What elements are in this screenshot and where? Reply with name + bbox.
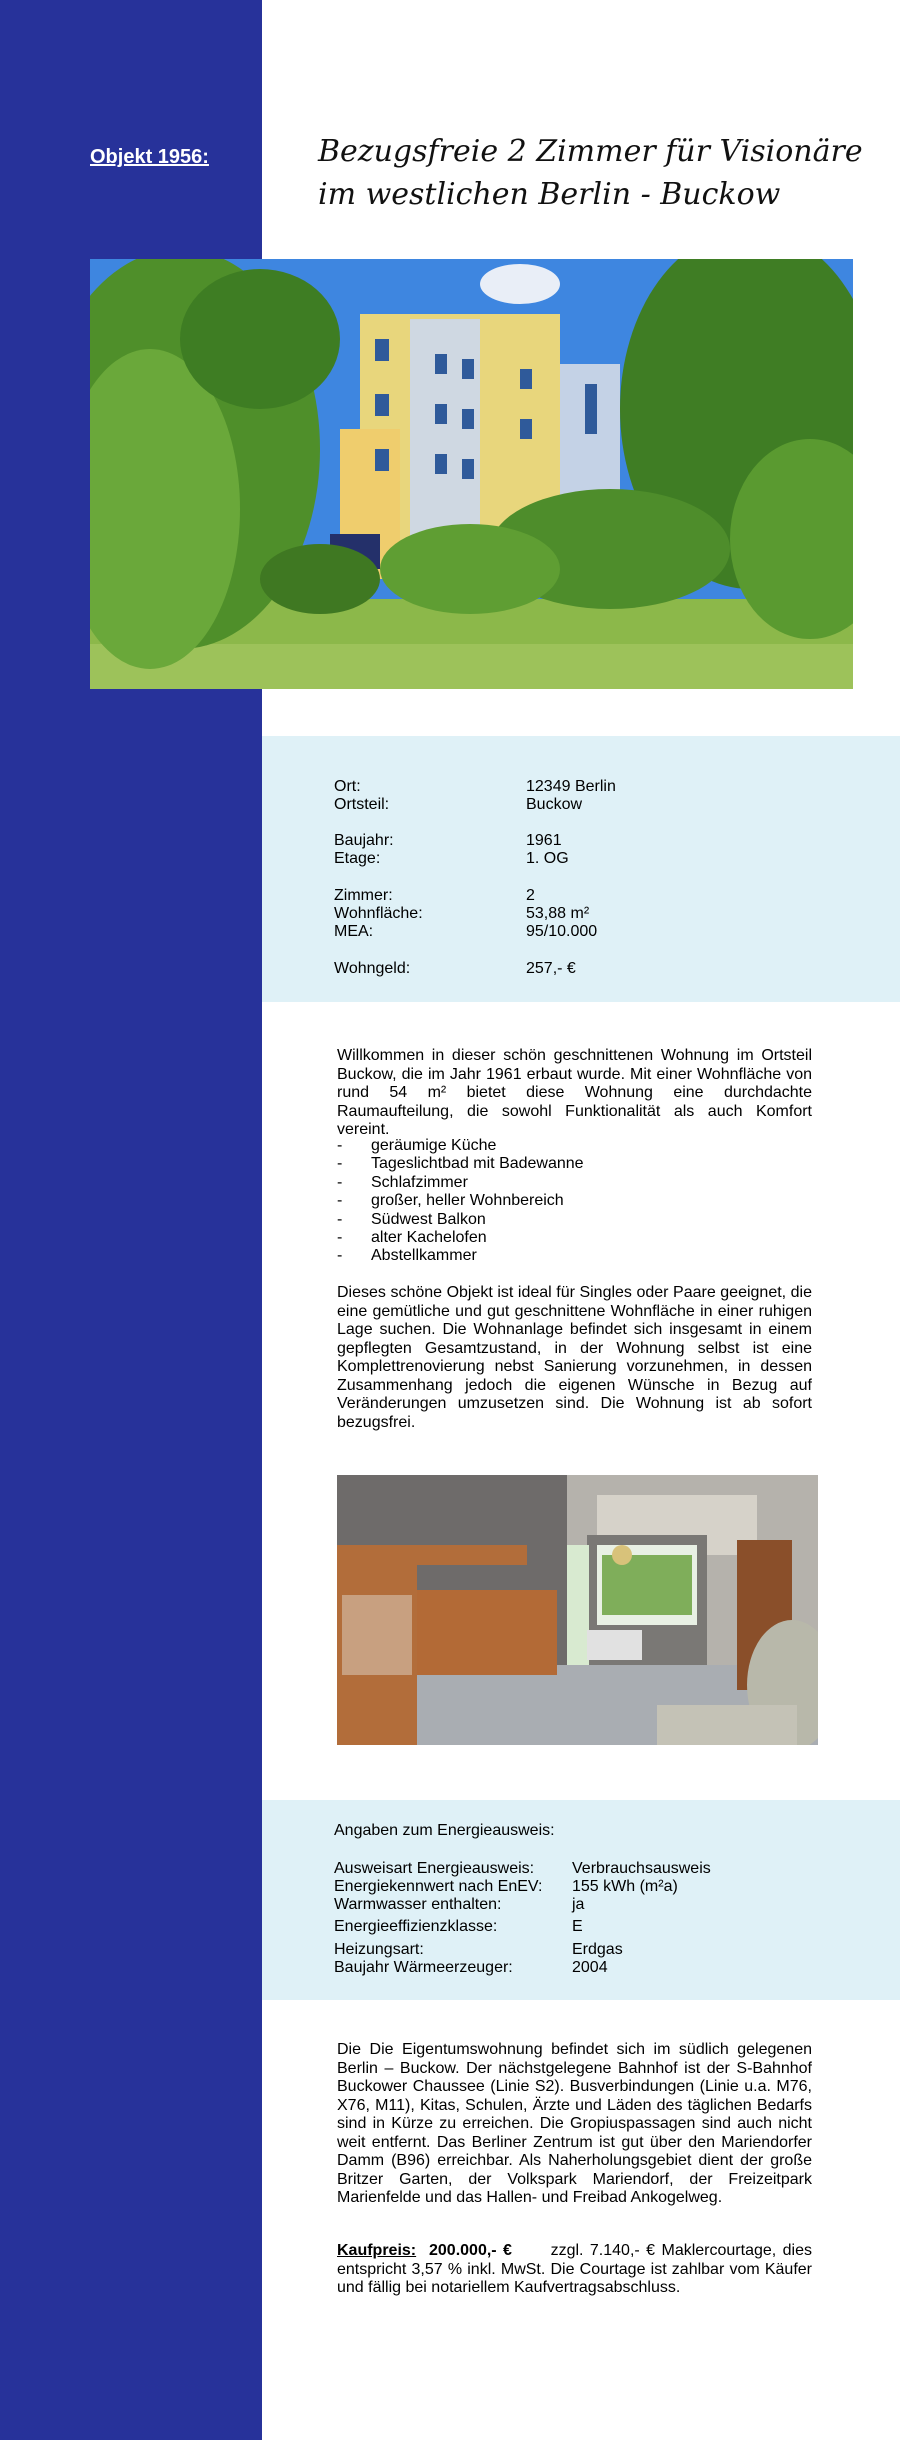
energy-value: 2004: [572, 1959, 608, 1976]
energy-heading: Angaben zum Energieausweis:: [334, 1822, 555, 1839]
feature-label: alter Kachelofen: [371, 1229, 487, 1247]
list-item: [337, 1137, 584, 1155]
price-value: 200.000,- €: [429, 2242, 512, 2259]
energy-value: 155 kWh (m²a): [572, 1878, 678, 1895]
energy-key: Energieeffizienzklasse:: [334, 1918, 498, 1935]
price-note: zzgl. 7.140,- € Maklercourtage, dies entspricht 3,57 % inkl. MwSt. Die Courtage ist zahlbar vom Käufer und fällig bei notariellem Kaufvertragsabschluss.: [337, 2242, 813, 2296]
fact-value: 1961: [526, 832, 562, 849]
fact-value: 12349 Berlin: [526, 778, 616, 795]
fact-value: 53,88 m²: [526, 905, 590, 922]
feature-label: geräumige Küche: [371, 1137, 497, 1154]
intro-paragraph: Willkommen in dieser schön geschnittenen Wohnung im Ortsteil Buckow, die im Jahr 1961 erbaut wurde. Mit einer Wohnfläche von rund 54 m² bietet diese Wohnung eine durchdachte Raumaufteilung, die sowohl Funktionalität als auch Komfort vereint.: [337, 1047, 812, 1138]
location-paragraph: Die Die Eigentumswohnung befindet sich im südlich gelegenen Berlin – Buckow. Der nächstgelegene Bahnhof ist der S-Bahnhof Buckower Chaussee (Linie S2). Busverbindungen (Linie u.a. M76, X76, M11), Kitas, Schulen, Ärzte und Läden des täglichen Bedarfs sind in Kürze zu erreichen. Die Gropiuspassagen sind auch nicht weit entfernt. Das Berliner Zentrum ist gut über den Mariendorfer Damm (B96) erreichbar. Als Naherholungsgebiet dient der große Britzer Garten, der Volkspark Mariendorf, der Freizeitpark Marienfelde und das Hallen- und Freibad Ankogelweg.: [337, 2041, 812, 2206]
fact-key: Ort:: [334, 778, 361, 795]
fact-value: 257,- €: [526, 960, 576, 977]
fact-key: Ortsteil:: [334, 796, 390, 813]
energy-key: Baujahr Wärmeerzeuger:: [334, 1959, 513, 1976]
feature-label: Südwest Balkon: [371, 1210, 486, 1228]
price-label: Kaufpreis:: [337, 2242, 417, 2259]
energy-key: Energiekennwert nach EnEV:: [334, 1878, 543, 1895]
energy-key: Ausweisart Energieausweis:: [334, 1860, 535, 1877]
fact-key: Zimmer:: [334, 887, 393, 904]
feature-label: großer, heller Wohnbereich: [371, 1192, 564, 1210]
bullet-dash: -: [337, 1192, 343, 1210]
bullet-dash: -: [337, 1247, 343, 1265]
feature-list: [337, 1137, 584, 1266]
bullet-dash: -: [337, 1137, 343, 1154]
bullet-dash: -: [337, 1173, 343, 1191]
bullet-dash: -: [337, 1229, 343, 1247]
fact-key: Baujahr:: [334, 832, 394, 849]
fact-value: 2: [526, 887, 535, 904]
list-item: [337, 1155, 584, 1173]
headline-line-1: Bezugsfreie 2 Zimmer für Visionäre: [318, 134, 863, 169]
energy-value: Erdgas: [572, 1941, 623, 1958]
energy-key: Warmwasser enthalten:: [334, 1896, 502, 1913]
feature-label: Tageslichtbad mit Badewanne: [371, 1155, 584, 1173]
object-number-label: Objekt 1956:: [90, 146, 209, 168]
list-item: [337, 1174, 584, 1192]
headline-line-2: im westlichen Berlin - Buckow: [318, 177, 781, 212]
list-item: [337, 1247, 584, 1265]
description-paragraph: Dieses schöne Objekt ist ideal für Singles oder Paare geeignet, die eine gemütliche und gut geschnittene Wohnfläche in einer ruhigen Lage suchen. Die Wohnanlage befindet sich insgesamt in einem gepflegten Gesamtzustand, in der Wohnung selbst ist eine Komplettrenovierung nebst Sanierung vorzunehmen, in dessen Zusammenhang jedoch die eigenen Wünsche in Bezug auf Veränderungen umzusetzen sind. Die Wohnung ist ab sofort bezugsfrei.: [337, 1284, 812, 1431]
list-item: [337, 1211, 584, 1229]
price-paragraph: [337, 2242, 812, 2298]
fact-value: 1. OG: [526, 850, 569, 867]
property-facts-panel: [262, 736, 900, 1002]
energy-value: Verbrauchsausweis: [572, 1860, 711, 1877]
bullet-dash: -: [337, 1155, 343, 1173]
bullet-dash: -: [337, 1210, 343, 1228]
fact-key: Wohnfläche:: [334, 905, 423, 922]
list-item: [337, 1229, 584, 1247]
energy-value: E: [572, 1918, 583, 1935]
feature-label: Schlafzimmer: [371, 1173, 468, 1191]
feature-label: Abstellkammer: [371, 1247, 477, 1265]
building-exterior-photo: [90, 259, 853, 689]
living-room-photo: [337, 1475, 818, 1745]
fact-key: Wohngeld:: [334, 960, 411, 977]
energy-value: ja: [572, 1896, 585, 1913]
fact-key: Etage:: [334, 850, 381, 867]
fact-value: 95/10.000: [526, 923, 598, 940]
headline: [318, 130, 878, 216]
fact-key: MEA:: [334, 923, 374, 940]
energy-key: Heizungsart:: [334, 1941, 424, 1958]
list-item: [337, 1192, 584, 1210]
fact-value: Buckow: [526, 796, 583, 813]
energy-certificate-panel: [262, 1800, 900, 2000]
